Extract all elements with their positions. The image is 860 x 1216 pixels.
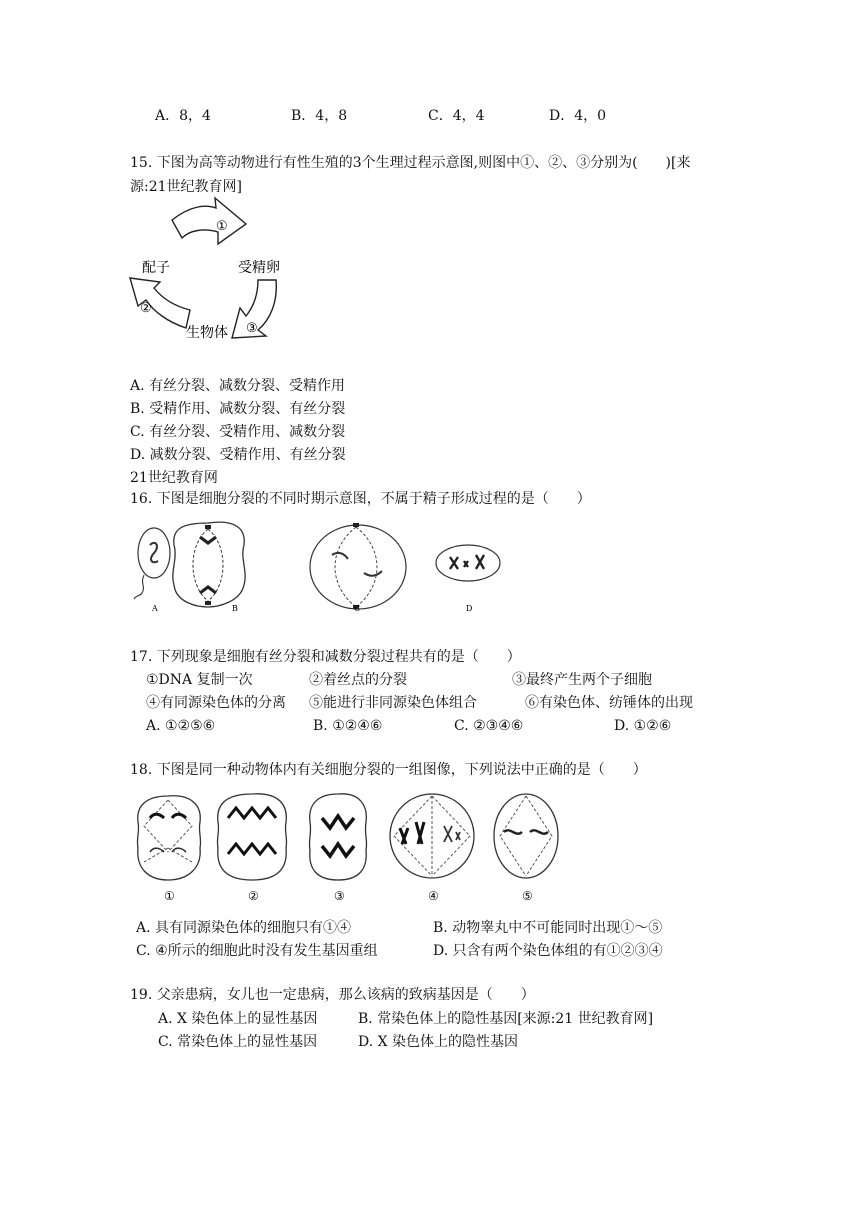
cell-c [310, 523, 406, 609]
q17-item-6: ⑥有染色体、纺锤体的出现 [525, 695, 693, 711]
label-gamete: 配子 [142, 260, 170, 276]
cell-a-sperm [134, 528, 170, 599]
q15-option-c: C. 有丝分裂、受精作用、减数分裂 [130, 424, 346, 440]
q17-stem: 17. 下列现象是细胞有丝分裂和减数分裂过程共有的是（ ） [130, 649, 521, 665]
cell-label-c: C [354, 604, 361, 613]
q19-option-c: C. 常染色体上的显性基因 [158, 1034, 318, 1050]
q17-item-3: ③最终产生两个子细胞 [512, 672, 652, 688]
q17-item-2: ②着丝点的分裂 [309, 672, 407, 688]
cell-d [436, 545, 500, 581]
cell-3 [309, 794, 366, 880]
cell-1 [137, 796, 200, 880]
cell-label-5: ⑤ [522, 889, 533, 903]
q18-option-b: B. 动物睾丸中不可能同时出现①～⑤ [433, 920, 663, 936]
arrow-1-icon [172, 198, 246, 244]
q15-option-a: A. 有丝分裂、减数分裂、受精作用 [130, 378, 346, 394]
cell-2 [217, 794, 286, 880]
q14-option-a: A．8，4 [155, 108, 211, 124]
cell-label-d: D [466, 604, 473, 613]
q17-item-1: ①DNA 复制一次 [146, 672, 253, 688]
q18-option-c: C. ④所示的细胞此时没有发生基因重组 [136, 943, 378, 959]
q18-option-d: D. 只含有两个染色体组的有①②③④ [433, 943, 663, 959]
q19-option-d: D. X 染色体上的隐性基因 [358, 1034, 519, 1050]
label-organism: 生物体 [186, 325, 228, 341]
q17-item-5: ⑤能进行非同源染色体组合 [309, 695, 477, 711]
q17-option-b: B. ①②④⑥ [313, 718, 383, 734]
q15-stem-cont: 源:21世纪教育网] [130, 179, 242, 195]
cell-b [173, 522, 245, 607]
q17-item-4: ④有同源染色体的分离 [146, 695, 286, 711]
q16-stem: 16. 下图是细胞分裂的不同时期示意图，不属于精子形成过程的是（ ） [130, 491, 591, 507]
q18-option-a: A. 具有同源染色体的细胞只有①④ [136, 920, 352, 936]
reproduction-cycle-diagram [120, 192, 290, 350]
q17-option-a: A. ①②⑤⑥ [146, 718, 216, 734]
q14-option-c: C．4，4 [428, 108, 485, 124]
label-circle-1: ① [216, 219, 228, 234]
cell-label-4: ④ [428, 889, 439, 903]
cell-label-3: ③ [334, 889, 345, 903]
q18-cell-figures [132, 788, 572, 906]
q14-option-b: B．4，8 [291, 108, 348, 124]
cell-label-a: A [152, 604, 158, 613]
q15-stem: 15. 下图为高等动物进行有性生殖的3个生理过程示意图,则图中①、②、③分别为( )[来 [130, 155, 691, 171]
q17-option-c: C. ②③④⑥ [454, 718, 524, 734]
q19-option-a: A. X 染色体上的显性基因 [158, 1011, 318, 1027]
q18-stem: 18. 下图是同一种动物体内有关细胞分裂的一组图像，下列说法中正确的是（ ） [130, 762, 647, 778]
cell-label-1: ① [164, 889, 175, 903]
q15-option-d: D. 减数分裂、受精作用、有丝分裂 [130, 447, 346, 463]
q16-cell-figures [128, 515, 518, 615]
q17-option-d: D. ①②⑥ [614, 718, 672, 734]
q15-source: 21世纪教育网 [130, 470, 218, 486]
cell-label-b: B [232, 604, 238, 613]
q19-option-b: B. 常染色体上的隐性基因[来源:21 世纪教育网] [358, 1011, 654, 1027]
label-zygote: 受精卵 [238, 260, 280, 276]
label-circle-2: ② [140, 301, 152, 316]
cell-4 [390, 794, 474, 878]
cell-label-2: ② [248, 889, 259, 903]
q14-option-d: D．4，0 [549, 108, 607, 124]
q19-stem: 19. 父亲患病，女儿也一定患病，那么该病的致病基因是（ ） [130, 987, 535, 1003]
arrow-2-icon [130, 278, 190, 328]
q15-option-b: B. 受精作用、减数分裂、有丝分裂 [130, 401, 346, 417]
label-circle-3: ③ [246, 321, 258, 336]
cell-5 [494, 794, 558, 878]
